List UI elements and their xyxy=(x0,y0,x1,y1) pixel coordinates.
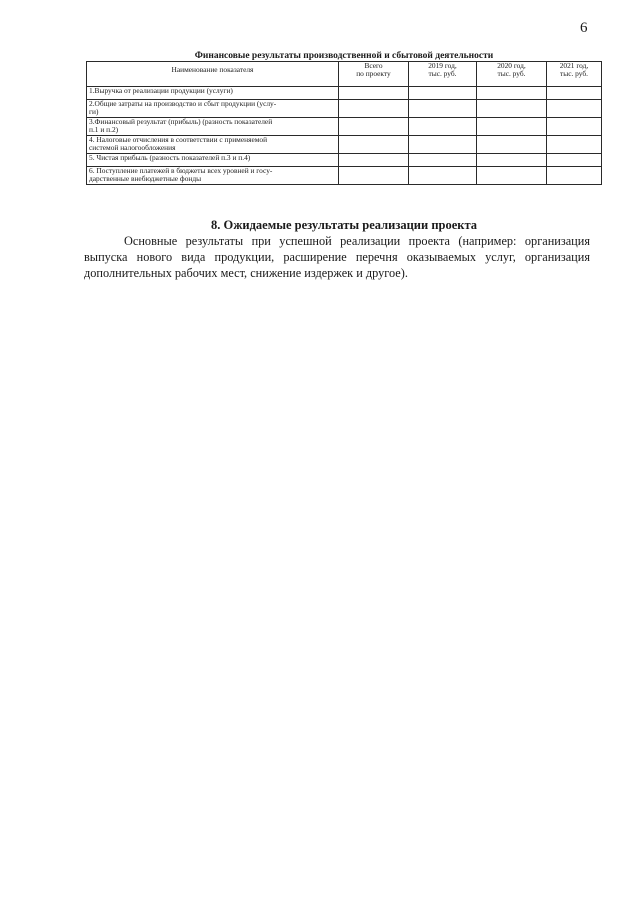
header-2019-line1: 2019 год, xyxy=(428,61,457,70)
value-cell xyxy=(339,118,409,136)
section-body-paragraph: Основные результаты при успешной реализации проекта (например: организация выпуска нового вида продукции, расширение перечня оказываемых услуг, организация дополнительных рабочих мест, снижение издержек и другое). xyxy=(84,234,590,280)
value-cell xyxy=(339,100,409,118)
row-label: 4. Налоговые отчисления в соответствии с применяемой xyxy=(89,135,268,144)
value-cell xyxy=(477,154,547,167)
value-cell xyxy=(339,87,409,100)
value-cell xyxy=(409,154,477,167)
value-cell xyxy=(339,167,409,185)
row-name-cell xyxy=(87,154,339,167)
header-indicator-name: Наименование показателя xyxy=(87,62,339,87)
row-name-cell xyxy=(87,167,339,185)
header-total-line2: по проекту xyxy=(356,69,391,79)
row-label: 5. Чистая прибыль (разность показателей п.3 и п.4) xyxy=(89,153,251,162)
value-cell xyxy=(409,100,477,118)
page-number: 6 xyxy=(580,20,588,36)
value-cell xyxy=(477,87,547,100)
value-cell xyxy=(547,154,602,167)
header-total xyxy=(339,62,409,87)
value-cell xyxy=(547,87,602,100)
value-cell xyxy=(409,136,477,154)
value-cell xyxy=(477,167,547,185)
row-label-continued: ги) xyxy=(89,107,99,117)
table-row xyxy=(87,100,602,118)
row-label-continued: дарственные внебюджетные фонды xyxy=(89,174,202,184)
table-row xyxy=(87,87,602,100)
value-cell xyxy=(477,136,547,154)
row-label: 3.Финансовый результат (прибыль) (разность показателей xyxy=(89,117,273,126)
header-2021-line2: тыс. руб. xyxy=(560,69,588,79)
row-name-cell xyxy=(87,118,339,136)
value-cell xyxy=(409,167,477,185)
row-name-cell xyxy=(87,87,339,100)
value-cell xyxy=(547,100,602,118)
table-row xyxy=(87,154,602,167)
header-2019-line2: тыс. руб. xyxy=(428,69,457,79)
value-cell xyxy=(409,118,477,136)
row-label-continued: п.1 и п.2) xyxy=(89,125,119,135)
value-cell xyxy=(477,100,547,118)
table-header-row xyxy=(87,62,602,87)
value-cell xyxy=(547,167,602,185)
value-cell xyxy=(477,118,547,136)
table-title: Финансовые результаты производственной и сбытовой деятельности xyxy=(194,51,494,61)
header-2020-line1: 2020 год, xyxy=(497,61,526,70)
row-label: 2.Общие затраты на производство и сбыт продукции (услу- xyxy=(89,99,277,108)
header-2021 xyxy=(547,62,602,87)
header-2020 xyxy=(477,62,547,87)
row-label: 1.Выручка от реализации продукции (услуги) xyxy=(89,86,233,95)
table-row xyxy=(87,136,602,154)
header-2019 xyxy=(409,62,477,87)
section-heading: 8. Ожидаемые результаты реализации проекта xyxy=(210,218,478,232)
header-2020-line2: тыс. руб. xyxy=(497,69,526,79)
value-cell xyxy=(339,136,409,154)
header-2021-line1: 2021 год, xyxy=(559,61,589,70)
row-name-cell xyxy=(87,136,339,154)
table-row xyxy=(87,118,602,136)
value-cell xyxy=(339,154,409,167)
row-label: 6. Поступление платежей в бюджеты всех уровней и госу- xyxy=(89,166,273,175)
header-total-line1: Всего xyxy=(364,61,383,70)
value-cell xyxy=(547,118,602,136)
value-cell xyxy=(547,136,602,154)
table-row xyxy=(87,167,602,185)
row-label-continued: системой налогообложения xyxy=(89,143,176,153)
value-cell xyxy=(409,87,477,100)
row-name-cell xyxy=(87,100,339,118)
financial-results-table xyxy=(86,61,602,185)
